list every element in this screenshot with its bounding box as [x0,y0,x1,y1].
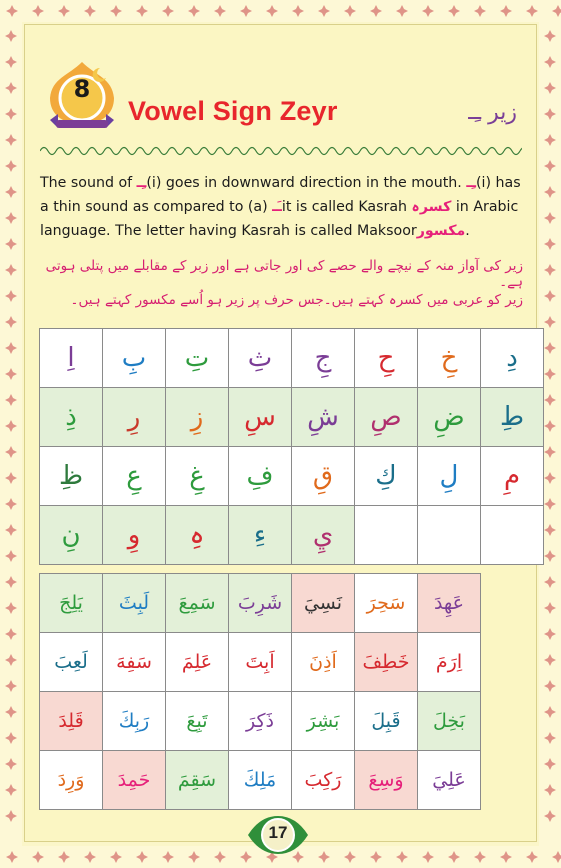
letter-cell: قِ [292,447,355,506]
word-cell: سَمِعَ [166,574,229,633]
word-cell: بَخِلَ [418,692,481,751]
letter-cell: اِ [40,329,103,388]
letter-cell [481,506,544,565]
word-cell: لَعِبَ [40,633,103,692]
letter-cell: غِ [166,447,229,506]
kasrah-urdu-word: کسرہ [411,199,452,215]
kasrah-mark-icon: ـِـ [136,175,147,191]
word-cell: عَلِيَ [418,751,481,810]
letter-cell: رِ [103,388,166,447]
urdu-explanation-line-1: زیر کی آواز منہ کے نیچے والے حصے کی اور جاتی ہے اور زبر کے مقابلے میں پتلی ہوتی ہے۔ [45,258,523,290]
word-cell: حَمِدَ [103,751,166,810]
word-cell: نَسِيَ [292,574,355,633]
letter-cell: تِ [166,329,229,388]
letter-cell: ضِ [418,388,481,447]
word-cell: يَلِجَ [40,574,103,633]
letter-cell: لِ [418,447,481,506]
urdu-explanation-line-2: زیر کو عربی میں کسرہ کہتے ہیں۔جس حرف پر زیر ہو اُسے مکسور کہتے ہیں۔ [70,292,523,308]
letter-cell: سِ [229,388,292,447]
letter-cell: فِ [229,447,292,506]
letter-cell: دِ [481,329,544,388]
para-text-3: (i) has a thin sound as compared to (a) [40,175,521,215]
letter-cell: ثِ [229,329,292,388]
word-cell: وَسِعَ [355,751,418,810]
word-row [40,751,481,810]
para-text-5: in Arabic language. The letter having Kasrah is called Maksoor [40,199,519,239]
letter-cell: جِ [292,329,355,388]
fatha-mark-icon: ـَـ [272,199,282,215]
word-cell: بَشِرَ [292,692,355,751]
para-text-4: it is called Kasrah [281,199,412,215]
lesson-number: 8 [73,75,91,103]
word-cell: عَهِدَ [418,574,481,633]
word-cell: ذَكِرَ [229,692,292,751]
letter-cell: وِ [103,506,166,565]
letter-cell: شِ [292,388,355,447]
letter-cell [418,506,481,565]
word-cell: سَحِرَ [355,574,418,633]
words-grid [39,573,481,810]
ornamental-divider [40,143,522,159]
word-cell: مَلِكَ [229,751,292,810]
letter-cell: صِ [355,388,418,447]
letters-grid [39,328,544,565]
letter-cell: مِ [481,447,544,506]
word-cell: وَرِدَ [40,751,103,810]
explanation-paragraph [40,171,524,243]
word-cell: اَذِنَ [292,633,355,692]
letter-cell: خِ [418,329,481,388]
page-number: 17 [268,823,288,842]
letter-cell: ظِ [40,447,103,506]
word-cell: قَلِدَ [40,692,103,751]
word-cell: رَكِبَ [292,751,355,810]
word-row [40,574,481,633]
letter-cell: ذِ [40,388,103,447]
lesson-title: Vowel Sign Zeyr [128,96,338,126]
lesson-title-urdu: زیر ـِـ [468,100,517,125]
kasrah-mark-icon-2: ـِـ [466,175,477,191]
letter-cell: عِ [103,447,166,506]
word-cell: لَبِثَ [103,574,166,633]
letter-row [40,506,544,565]
word-cell: رَبِكَ [103,692,166,751]
letter-row [40,388,544,447]
word-cell: قَبِلَ [355,692,418,751]
para-text-2: (i) goes in downward direction in the mouth. [146,175,467,191]
letter-row [40,329,544,388]
letter-cell: زِ [166,388,229,447]
word-cell: عَلِمَ [166,633,229,692]
word-cell: شَرِبَ [229,574,292,633]
letter-cell: كِ [355,447,418,506]
letter-cell: بِ [103,329,166,388]
letter-cell: حِ [355,329,418,388]
word-cell: سَفِهَ [103,633,166,692]
word-row [40,633,481,692]
letter-cell: نِ [40,506,103,565]
letter-cell: يِ [292,506,355,565]
word-row [40,692,481,751]
word-cell: اَبِتَ [229,633,292,692]
letter-cell: ءِ [229,506,292,565]
word-cell: خَطِفَ [355,633,418,692]
letter-cell: طِ [481,388,544,447]
letter-cell [355,506,418,565]
para-text-6: . [465,223,470,239]
word-cell: سَقِمَ [166,751,229,810]
letter-row [40,447,544,506]
para-text-1: The sound of [40,175,137,191]
letter-cell: ہِ [166,506,229,565]
maksoor-urdu-word: مکسور [416,223,466,239]
word-cell: تَبِعَ [166,692,229,751]
word-cell: اِرَمَ [418,633,481,692]
